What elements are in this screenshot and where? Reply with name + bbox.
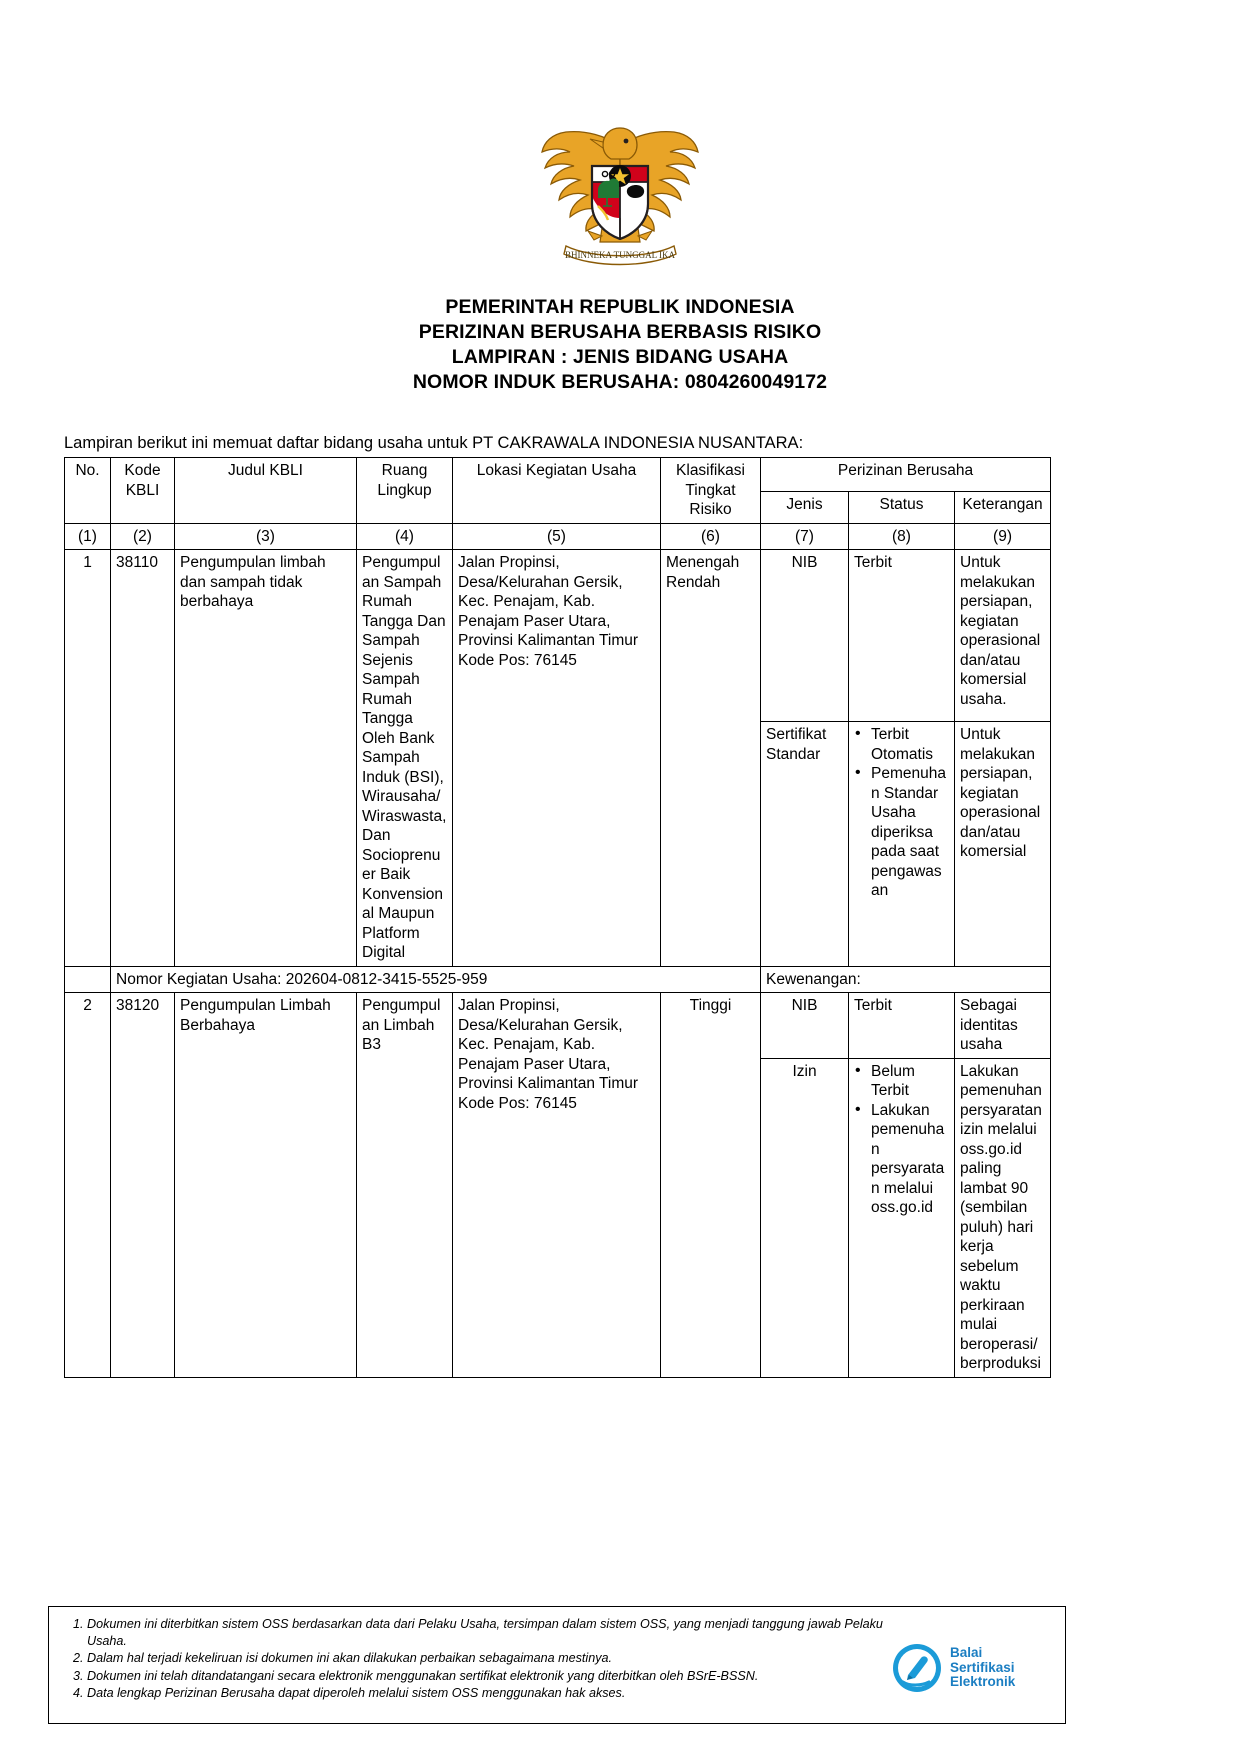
cell-no: 1	[65, 550, 111, 967]
th-ruang-lingkup: Ruang Lingkup	[357, 458, 453, 524]
bsre-logo	[885, 1616, 1053, 1694]
business-fields-table	[64, 457, 1051, 1378]
th-jenis: Jenis	[761, 492, 849, 524]
cell-kode-kbli: 38110	[111, 550, 175, 967]
title-line-licensing: PERIZINAN BERUSAHA BERBASIS RISIKO	[418, 321, 822, 343]
nomor-kegiatan-row	[65, 966, 1051, 993]
status-bullet-item: • Terbit Otomatis	[854, 725, 949, 764]
title-line-nib: NOMOR INDUK BERUSAHA: 0804260049172	[412, 371, 828, 393]
bsre-line-2: Sertifikasi	[950, 1659, 1015, 1675]
bsre-label	[950, 1646, 1015, 1690]
cell-keterangan: Sebagai identitas usaha	[955, 993, 1051, 1059]
cell-status	[849, 722, 955, 967]
colnum-9: (9)	[955, 523, 1051, 550]
spacer-cell	[65, 966, 111, 993]
colnum-2: (2)	[111, 523, 175, 550]
garuda-pancasila-emblem	[536, 118, 704, 273]
kewenangan-label: Kewenangan:	[761, 966, 1051, 993]
cell-keterangan: Untuk melakukan persiapan, kegiatan operasional dan/atau komersial	[955, 722, 1051, 967]
cell-ruang-lingkup: Pengumpulan Limbah B3	[357, 993, 453, 1378]
th-lokasi-kegiatan-usaha: Lokasi Kegiatan Usaha	[453, 458, 661, 524]
emblem-container	[0, 0, 1240, 273]
cell-jenis: NIB	[761, 993, 849, 1059]
cell-klasifikasi: Menengah Rendah	[661, 550, 761, 967]
colnum-5: (5)	[453, 523, 661, 550]
status-bullet-list	[854, 1062, 949, 1218]
cell-klasifikasi: Tinggi	[661, 993, 761, 1378]
th-judul-kbli: Judul KBLI	[175, 458, 357, 524]
cell-ruang-lingkup: Pengumpulan Sampah Rumah Tangga Dan Sampah Sejenis Sampah Rumah Tangga Oleh Bank Sampah Induk (BSI), Wirausaha/Wiraswasta, Dan Socioprenuer Baik Konvensional Maupun Platform Digital	[357, 550, 453, 967]
business-fields-table-wrap	[64, 457, 1050, 1378]
table-row	[65, 993, 1051, 1059]
bsre-seal-icon	[891, 1642, 943, 1694]
cell-jenis: Sertifikat Standar	[761, 722, 849, 967]
cell-jenis: NIB	[761, 550, 849, 722]
cell-keterangan: Untuk melakukan persiapan, kegiatan operasional dan/atau komersial usaha.	[955, 550, 1051, 722]
intro-text: Lampiran berikut ini memuat daftar bidang usaha untuk PT CAKRAWALA INDONESIA NUSANTARA:	[64, 434, 804, 452]
status-bullet-list	[854, 725, 949, 901]
footer-note-item: 2. Dalam hal terjadi kekeliruan isi dokumen ini akan dilakukan perbaikan sebagaimana mestinya.	[87, 1650, 885, 1667]
th-keterangan: Keterangan	[955, 492, 1051, 524]
title-line-attachment: LAMPIRAN : JENIS BIDANG USAHA	[451, 346, 789, 368]
bsre-line-3: Elektronik	[950, 1674, 1016, 1690]
title-line-country: PEMERINTAH REPUBLIK INDONESIA	[445, 296, 795, 318]
th-no: No.	[65, 458, 111, 524]
nomor-kegiatan-usaha: Nomor Kegiatan Usaha: 202604-0812-3415-5525-959	[111, 966, 761, 993]
status-bullet-item: • Belum Terbit	[854, 1062, 949, 1101]
colnum-7: (7)	[761, 523, 849, 550]
cell-lokasi: Jalan Propinsi, Desa/Kelurahan Gersik, Kec. Penajam, Kab. Penajam Paser Utara, Provinsi Kalimantan Timur Kode Pos: 76145	[453, 550, 661, 967]
cell-lokasi: Jalan Propinsi, Desa/Kelurahan Gersik, Kec. Penajam, Kab. Penajam Paser Utara, Provinsi Kalimantan Timur Kode Pos: 76145	[453, 993, 661, 1378]
th-kode-kbli: Kode KBLI	[111, 458, 175, 524]
table-row	[65, 550, 1051, 722]
th-klasifikasi-tingkat-risiko: Klasifikasi Tingkat Risiko	[661, 458, 761, 524]
cell-judul-kbli: Pengumpulan Limbah Berbahaya	[175, 993, 357, 1378]
cell-judul-kbli: Pengumpulan limbah dan sampah tidak berbahaya	[175, 550, 357, 967]
cell-no: 2	[65, 993, 111, 1378]
footer-note-item: 4. Data lengkap Perizinan Berusaha dapat diperoleh melalui sistem OSS menggunakan hak akses.	[87, 1685, 885, 1702]
colnum-8: (8)	[849, 523, 955, 550]
document-title-block	[0, 295, 1240, 395]
footer-note-item: 1. Dokumen ini diterbitkan sistem OSS berdasarkan data dari Pelaku Usaha, tersimpan dalam sistem OSS, yang menjadi tanggung jawab Pelaku Usaha.	[87, 1616, 885, 1649]
motto-text: BHINNEKA TUNGGAL IKA	[565, 250, 675, 260]
cell-status: Terbit	[849, 550, 955, 722]
cell-kode-kbli: 38120	[111, 993, 175, 1378]
column-numbering-row	[65, 523, 1051, 550]
footer-note-item: 3. Dokumen ini telah ditandatangani secara elektronik menggunakan sertifikat elektronik yang diterbitkan oleh BSrE-BSSN.	[87, 1668, 885, 1685]
colnum-1: (1)	[65, 523, 111, 550]
th-perizinan-berusaha: Perizinan Berusaha	[761, 458, 1051, 492]
colnum-6: (6)	[661, 523, 761, 550]
footer-notes-box	[48, 1606, 1066, 1724]
bsre-line-1: Balai	[950, 1645, 983, 1661]
status-bullet-item: • Pemenuhan Standar Usaha diperiksa pada saat pengawasan	[854, 764, 949, 901]
cell-keterangan: Lakukan pemenuhan persyaratan izin melalui oss.go.id paling lambat 90 (sembilan puluh) hari kerja sebelum waktu perkiraan mulai beroperasi/berproduksi	[955, 1058, 1051, 1377]
status-bullet-item: • Lakukan pemenuhan persyaratan melalui oss.go.id	[854, 1101, 949, 1218]
cell-status: Terbit	[849, 993, 955, 1059]
colnum-3: (3)	[175, 523, 357, 550]
footer-notes-list	[61, 1616, 885, 1703]
colnum-4: (4)	[357, 523, 453, 550]
cell-status	[849, 1058, 955, 1377]
th-status: Status	[849, 492, 955, 524]
cell-jenis: Izin	[761, 1058, 849, 1377]
